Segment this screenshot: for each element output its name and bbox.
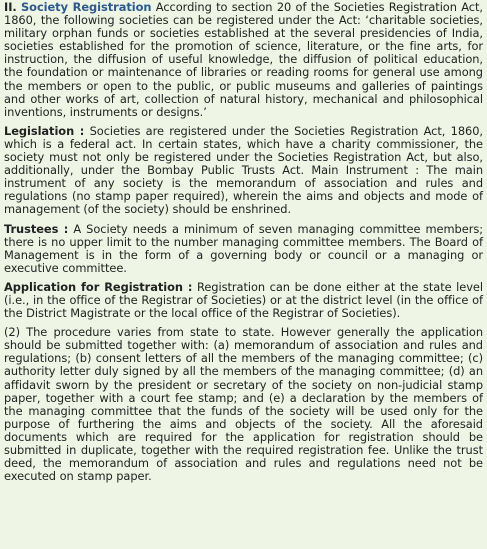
application-label: Application for Registration : (4, 279, 193, 294)
application-text: Registration can be done either at the state level (i.e., in the office of the Registrar of Societies) or at the district level (in the office of the District Magistrate or the local office of the Registrar of Societies). (4, 279, 483, 321)
procedure-paragraph (4, 326, 483, 483)
application-paragraph (4, 281, 483, 320)
legislation-label: Legislation : (4, 123, 85, 138)
trustees-paragraph (4, 223, 483, 275)
section-number: II. (4, 0, 17, 14)
legislation-paragraph (4, 125, 483, 217)
section-intro-text: According to section 20 of the Societies Registration Act, 1860, the following societies can be registered under the Act: ‘charitable societies, military orphan funds or societies established at the several presidencies of India, societies established for the promotion of science, literature, or the fine arts, for instruction, the diffusion of useful knowledge, the diffusion of political education, the foundation or maintenance of libraries or reading rooms for general use among the members or open to the public, or public museums and galleries of paintings and other works of art, collection of natural history, mechanical and philosophical inventions, instruments or designs.’ (4, 0, 483, 119)
procedure-text: (2) The procedure varies from state to state. However generally the application should be submitted together with: (a) memorandum of association and rules and regulations; (b) consent letters of all the members of the managing committee; (c) authority letter duly signed by all the members of the managing committee; (d) an affidavit sworn by the president or secretary of the society on non-judicial stamp paper, together with a court fee stamp; and (e) a declaration by the members of the managing committee that the funds of the society will be used only for the purpose of furthering the aims and objects of the society. All the aforesaid documents which are required for the application for registration should be submitted in duplicate, together with the required registration fee. Unlike the trust deed, the memorandum of association and rules and regulations need not be executed on stamp paper. (4, 325, 483, 484)
section-intro-paragraph (4, 1, 483, 119)
legislation-text: Societies are registered under the Societies Registration Act, 1860, which is a federal act. In certain states, which have a charity commissioner, the society must not only be registered under the Societies Registration Act, but also, additionally, under the Bombay Public Trusts Act. Main Instrument : The main instrument of any society is the memorandum of association and rules and regulations (no stamp paper required), wherein the aims and objects and mode of management (of the society) should be enshrined. (4, 123, 483, 217)
trustees-text: A Society needs a minimum of seven managing committee members; there is no upper limit to the number managing committee members. The Board of Management is in the form of a governing body or council or a managing or executive committee. (4, 221, 483, 275)
trustees-label: Trustees : (4, 221, 69, 236)
section-title: Society Registration (21, 0, 152, 14)
